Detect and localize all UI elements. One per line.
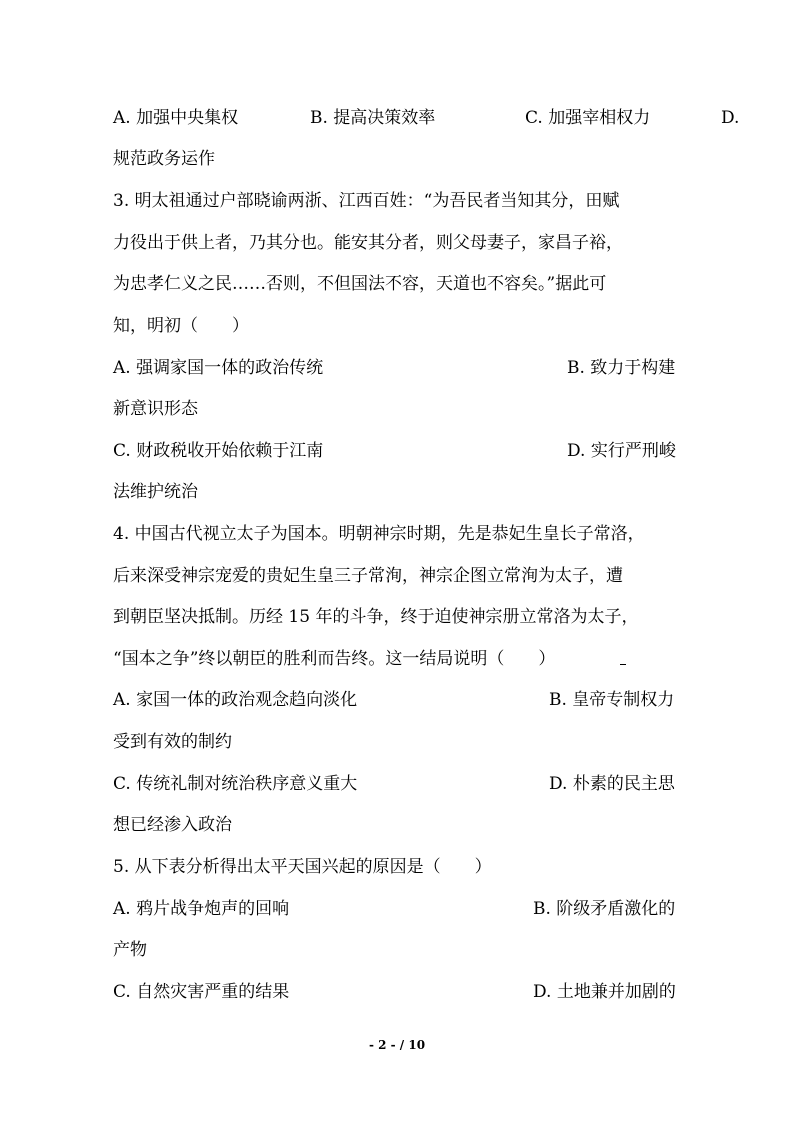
q4-option-a: A. 家国一体的政治观念趋向淡化 (113, 690, 358, 710)
q3-option-d-continuation: 法维护统治 (113, 482, 198, 502)
q2-option-d-continuation: 规范政务运作 (113, 149, 215, 169)
small-underscore-mark (620, 664, 626, 665)
q3-stem-line-4: 知，明初（ ） (113, 316, 249, 336)
q4-stem-line-4: “国本之争”终以朝臣的胜利而告终。这一结局说明（ ） (113, 649, 556, 669)
q4-option-d-continuation: 想已经渗入政治 (113, 815, 232, 835)
q4-stem-line-2: 后来深受神宗宠爱的贵妃生皇三子常洵，神宗企图立常洵为太子，遭 (113, 566, 623, 586)
q3-stem-line-3: 为忠孝仁义之民……否则，不但国法不容，天道也不容矣。”据此可 (113, 274, 607, 294)
q5-option-b-continuation: 产物 (113, 940, 147, 960)
q4-option-c: C. 传统礼制对统治秩序意义重大 (113, 774, 358, 794)
page-number-footer: - 2 - / 10 (368, 1038, 426, 1052)
q2-option-c: C. 加强宰相权力 (525, 108, 651, 128)
q3-option-b: B. 致力于构建 (567, 358, 676, 378)
q4-stem-line-1: 4. 中国古代视立太子为国本。明朝神宗时期，先是恭妃生皇长子常洛， (113, 524, 645, 544)
q5-option-d: D. 土地兼并加剧的 (533, 982, 676, 1002)
q5-option-c: C. 自然灾害严重的结果 (113, 982, 290, 1002)
q4-stem-line-3: 到朝臣坚决抵制。历经 15 年的斗争，终于迫使神宗册立常洛为太子， (113, 607, 639, 627)
q3-option-a: A. 强调家国一体的政治传统 (113, 358, 324, 378)
q5-option-a: A. 鸦片战争炮声的回响 (113, 899, 290, 919)
q3-option-b-continuation: 新意识形态 (113, 399, 198, 419)
q2-option-d: D. (721, 108, 740, 128)
q4-option-d: D. 朴素的民主思 (549, 774, 675, 794)
q4-option-b: B. 皇帝专制权力 (549, 690, 675, 710)
q5-stem-line-1: 5. 从下表分析得出太平天国兴起的原因是（ ） (113, 857, 492, 877)
q4-option-b-continuation: 受到有效的制约 (113, 732, 232, 752)
q3-option-d: D. 实行严刑峻 (567, 441, 676, 461)
q3-stem-line-2: 力役出于供上者，乃其分也。能安其分者，则父母妻子，家昌子裕， (113, 233, 623, 253)
q3-stem-line-1: 3. 明太祖通过户部晓谕两浙、江西百姓：“为吾民者当知其分，田赋 (113, 191, 620, 211)
q2-option-a: A. 加强中央集权 (113, 108, 239, 128)
q3-option-c: C. 财政税收开始依赖于江南 (113, 441, 324, 461)
q5-option-b: B. 阶级矛盾激化的 (533, 899, 676, 919)
q2-option-b: B. 提高决策效率 (310, 108, 436, 128)
